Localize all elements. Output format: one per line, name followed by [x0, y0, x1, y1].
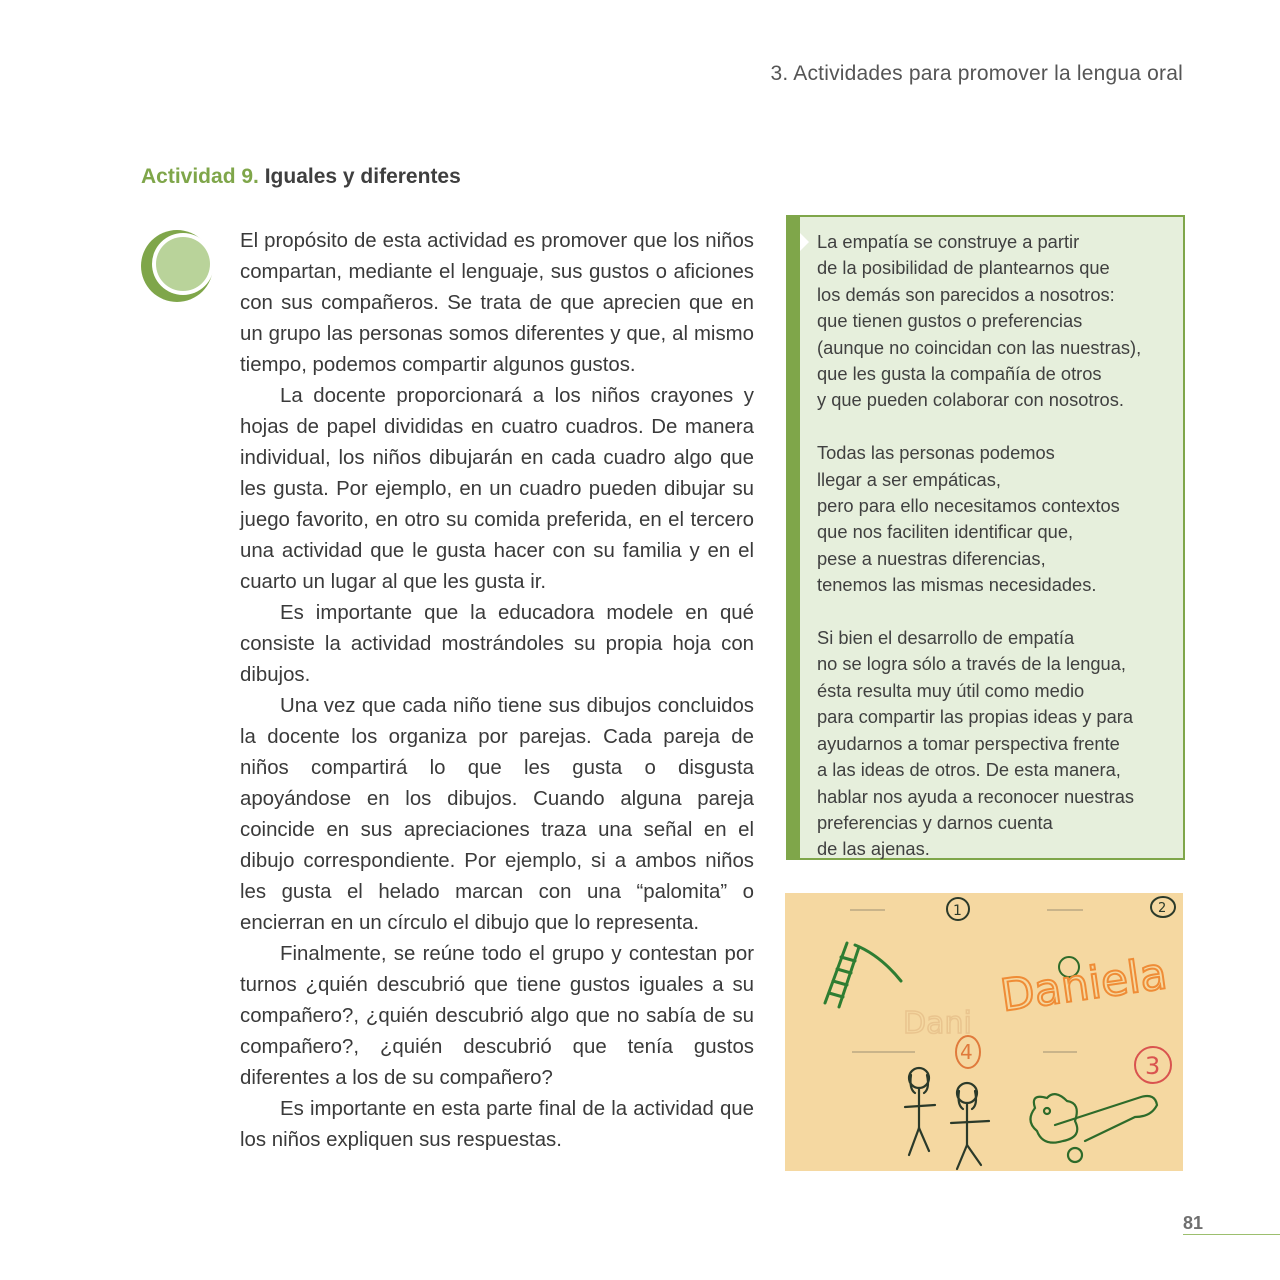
- sidebar-text: [817, 229, 1177, 863]
- green-circle-icon: [139, 228, 219, 304]
- svg-text:2: 2: [1158, 901, 1167, 916]
- body-paragraph: Finalmente, se reúne todo el grupo y contestan por turnos ¿quién descubrió que tiene gustos iguales a su compañero?, ¿quién descubrió algo que no sabía de su compañero?, ¿quién descubrió que tenía gustos diferentes a los de su compañero?: [240, 943, 754, 1089]
- body-paragraph: La docente proporcionará a los niños crayones y hojas de papel divididas en cuatro cuadros. De manera individual, los niños dibujarán en cada cuadro algo que les gusta. Por ejemplo, en un cuadro pueden dibujar su juego favorito, en otro su comida preferida, en el tercero una actividad que le gusta hacer con su familia y en el cuarto un lugar al que les gusta ir.: [240, 385, 754, 593]
- sidebar-notch: [800, 233, 809, 251]
- svg-text:1: 1: [953, 903, 962, 919]
- body-paragraph: Es importante en esta parte final de la actividad que los niños expliquen sus respuestas.: [240, 1098, 754, 1151]
- sidebar-paragraph: Todas las personas podemos llegar a ser empáticas, pero para ello necesitamos contextos que nos faciliten identificar que, pese a nuestras diferencias, tenemos las mismas necesidades.: [817, 442, 1120, 596]
- body-paragraph: Una vez que cada niño tiene sus dibujos concluidos la docente los organiza por parejas. Cada pareja de niños compartirá lo que les gusta o disgusta apoyándose en los dibujos. Cuando alguna pareja coincide en sus apreciaciones traza una señal en el dibujo correspondiente. Por ejemplo, si a ambos niños les gusta el helado marcan con una “palomita” o encierran en un círculo el dibujo que lo representa.: [240, 695, 754, 934]
- activity-title: [141, 165, 461, 189]
- body-paragraph: El propósito de esta actividad es promover que los niños compartan, mediante el lenguaje, sus gustos o aficiones con sus compañeros. Se trata de que aprecien que en un grupo las personas somos diferentes y que, al mismo tiempo, podemos compartir algunos gustos.: [240, 230, 754, 376]
- svg-text:3: 3: [1145, 1052, 1161, 1080]
- activity-name: Iguales y diferentes: [264, 165, 461, 188]
- empathy-sidebar-box: [786, 215, 1185, 860]
- sidebar-paragraph: Si bien el desarrollo de empatía no se logra sólo a través de la lengua, ésta resulta muy útil como medio para compartir las propias ideas y para ayudarnos a tomar perspectiva frente a las ideas de otros. De esta manera, hablar nos ayuda a reconocer nuestras preferencias y darnos cuenta de las ajenas.: [817, 627, 1135, 860]
- faint-name-text: Dani: [903, 1006, 972, 1041]
- child-name-text: Daniela: [997, 948, 1171, 1022]
- activity-body: [240, 226, 754, 1156]
- svg-text:4: 4: [960, 1040, 973, 1064]
- footer-rule: [1183, 1234, 1280, 1235]
- child-drawing-image: [785, 893, 1183, 1171]
- sidebar-paragraph: La empatía se construye a partir de la posibilidad de plantearnos que los demás son parecidos a nosotros: que tienen gustos o preferencias (aunque no coincidan con las nuestras), que les gusta la compañía de otros y que pueden colaborar con nosotros.: [817, 231, 1142, 411]
- page-number: 81: [1183, 1213, 1204, 1233]
- running-header: 3. Actividades para promover la lengua oral: [770, 62, 1183, 85]
- body-paragraph: Es importante que la educadora modele en qué consiste la actividad mostrándoles su propia hoja con dibujos.: [240, 602, 754, 686]
- activity-number: Actividad 9.: [141, 165, 259, 188]
